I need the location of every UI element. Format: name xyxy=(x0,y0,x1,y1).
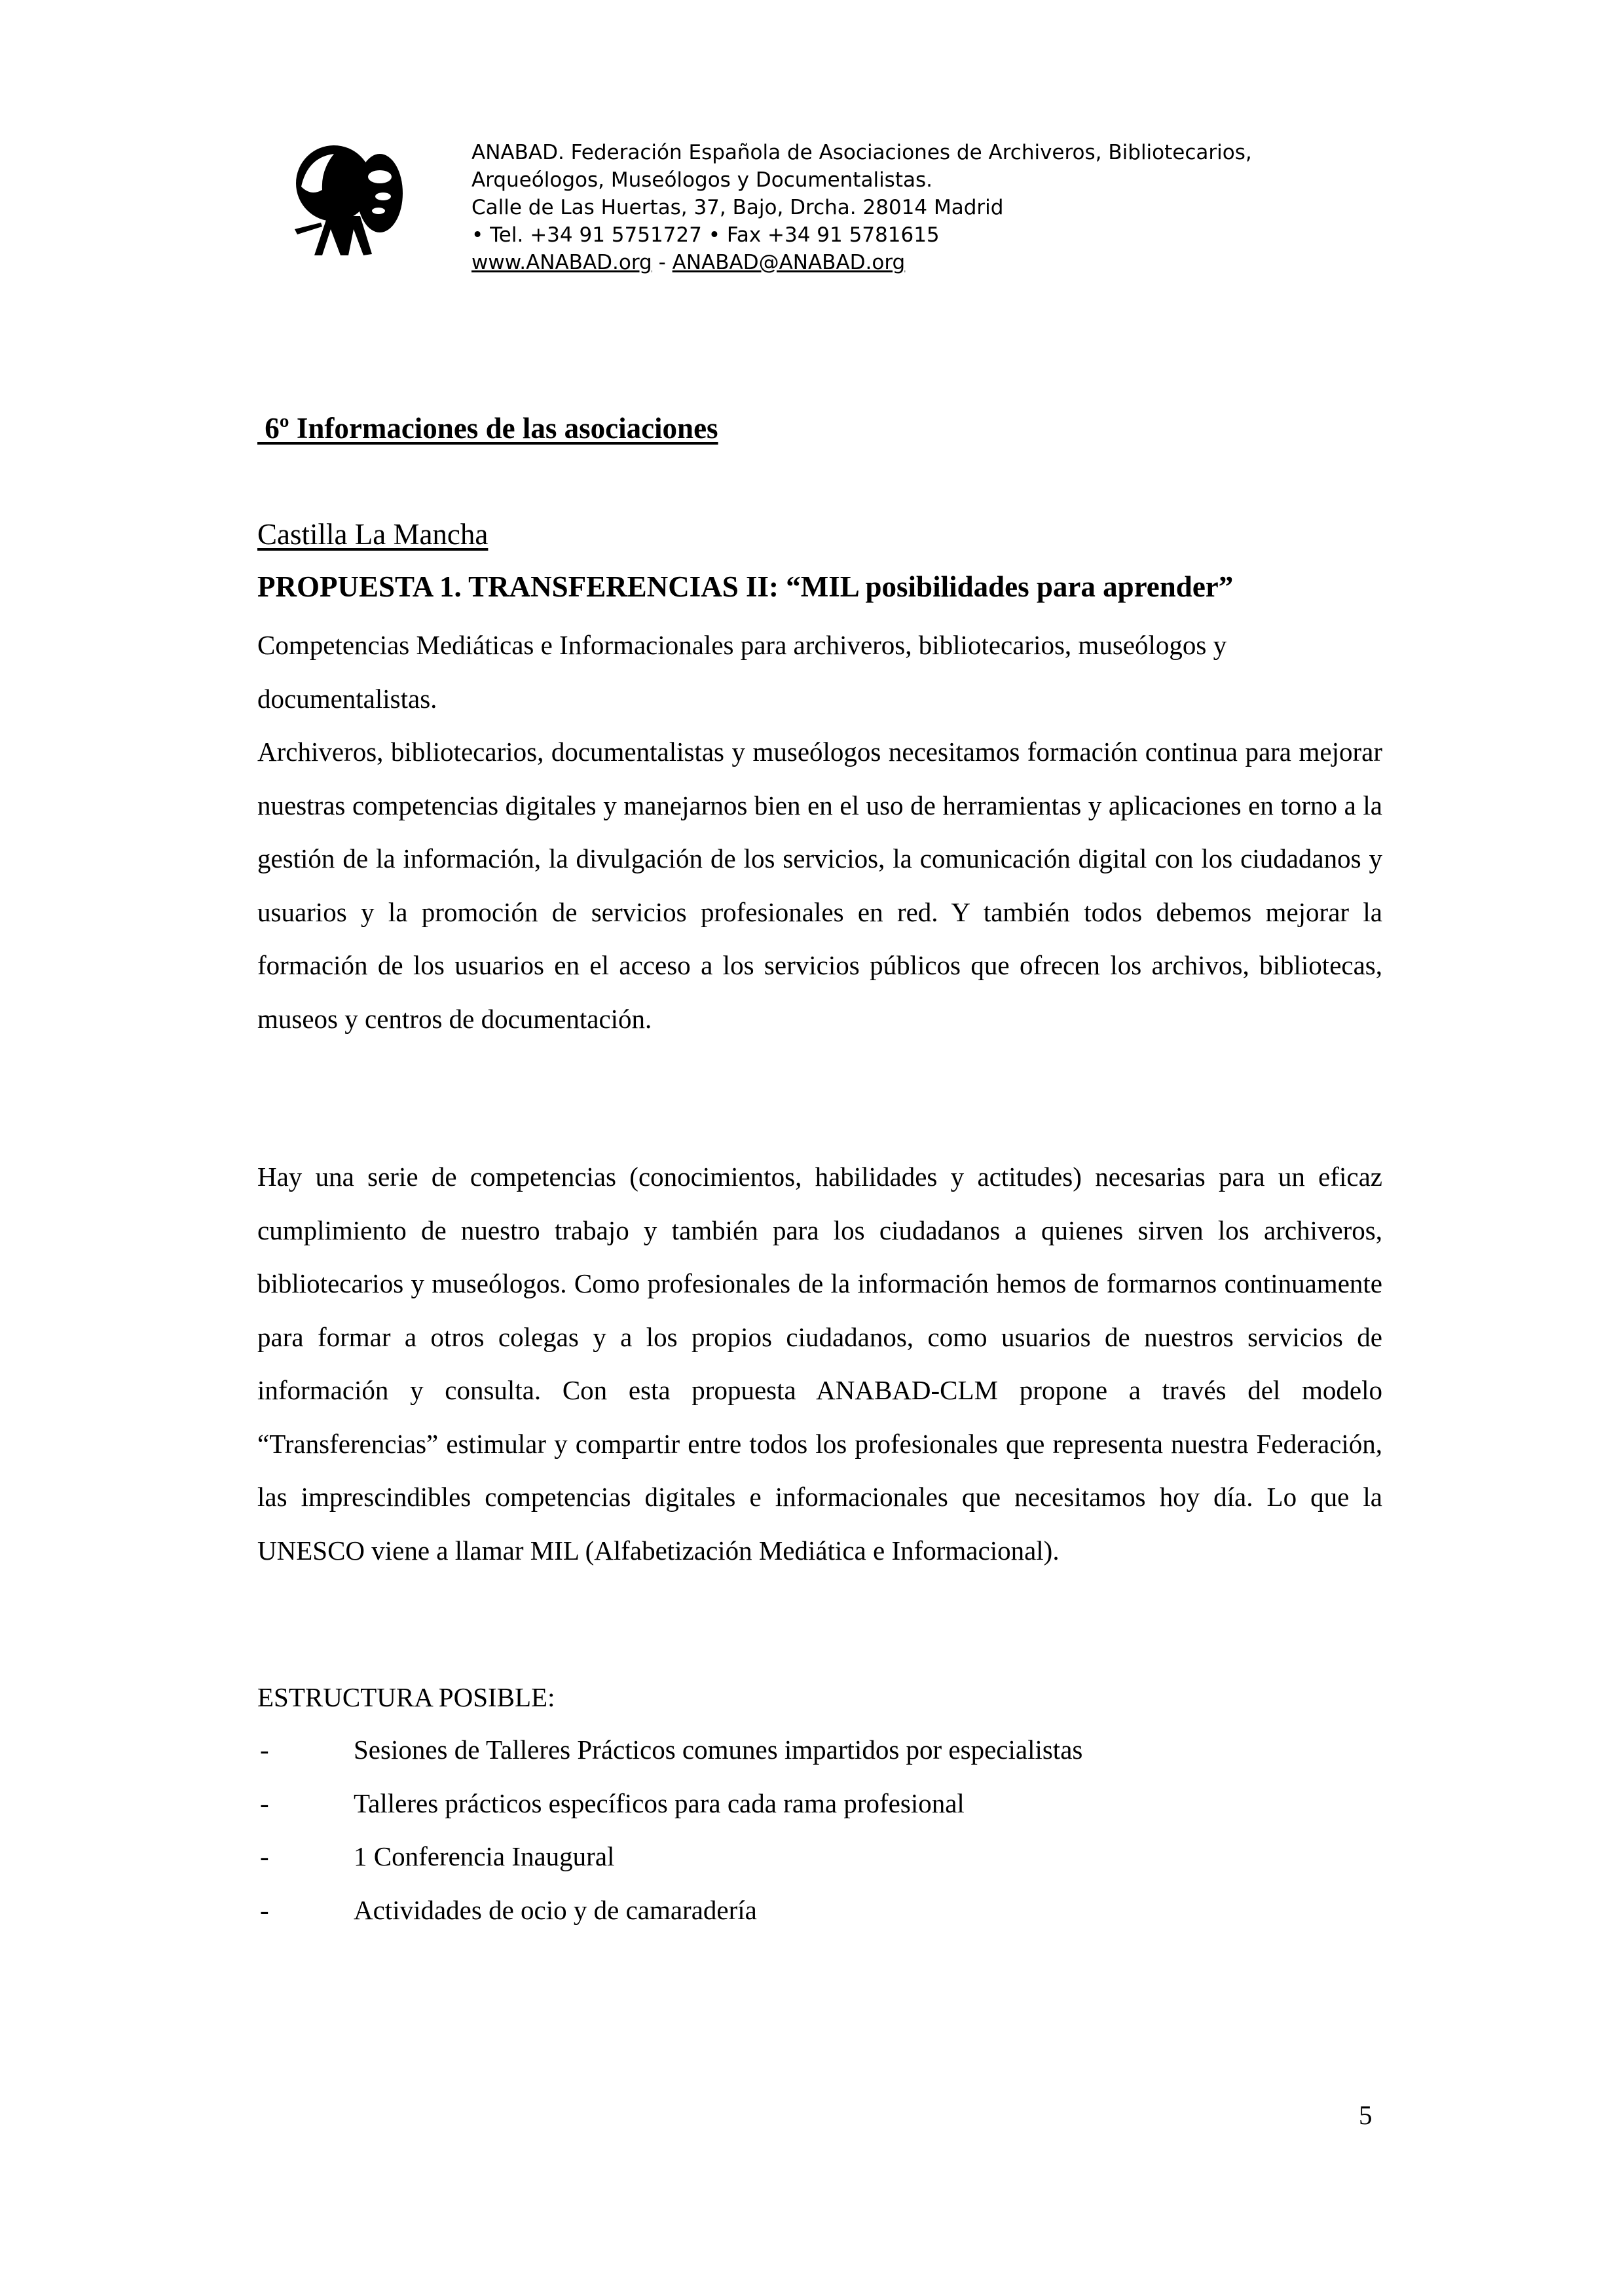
phone-fax-line: • Tel. +34 91 5751727 • Fax +34 91 5781615 xyxy=(471,223,940,247)
website-link[interactable]: www.ANABAD.org xyxy=(471,251,652,274)
proposal-title: PROPUESTA 1. TRANSFERENCIAS II: “MIL posibilidades para aprender” xyxy=(257,570,1234,603)
bullet-dash: - xyxy=(260,1894,269,1925)
structure-list xyxy=(257,1723,1082,1937)
structure-label: ESTRUCTURA POSIBLE: xyxy=(257,1682,555,1712)
paragraph: Hay una serie de competencias (conocimientos, habilidades y actitudes) necesarias para un eficaz cumplimiento de nuestro trabajo y también para los ciudadanos a quienes sirven los archiveros, bibliotecarios y museólogos. Como profesionales de la información hemos de formarnos continuamente para formar a otros colegas y a los propios ciudadanos, como usuarios de nuestros servicios de información y consulta. Con esta propuesta ANABAD-CLM propone a través del modelo “Transferencias” estimular y compartir entre todos los profesionales que representa nuestra Federación, las imprescindibles competencias digitales e informacionales que necesitamos hoy día. Lo que la UNESCO viene a llamar MIL (Alfabetización Mediática e Informacional). xyxy=(257,1162,1382,1566)
list-item xyxy=(257,1777,1082,1831)
list-item xyxy=(257,1830,1082,1884)
anabad-bird-logo-icon xyxy=(282,131,413,262)
region-title: Castilla La Mancha xyxy=(257,518,489,551)
link-separator: - xyxy=(652,251,673,274)
proposal-subtitle: Competencias Mediáticas e Informacionales para archiveros, bibliotecarios, museólogos y documentalistas. xyxy=(257,630,1227,714)
list-item-text: 1 Conferencia Inaugural xyxy=(354,1841,615,1871)
page-number: 5 xyxy=(1359,2100,1373,2130)
letterhead xyxy=(282,131,1395,275)
list-item-text: Talleres prácticos específicos para cada rama profesional xyxy=(354,1788,965,1818)
paragraph: Archiveros, bibliotecarios, documentalistas y museólogos necesitamos formación continua para mejorar nuestras competencias digitales y manejarnos bien en el uso de herramientas y aplicaciones en torno a la gestión de la información, la divulgación de los servicios, la comunicación digital con los ciudadanos y usuarios y la promoción de servicios profesionales en red. Y también todos debemos mejorar la formación de los usuarios en el acceso a los servicios públicos que ofrecen los archivos, bibliotecas, museos y centros de documentación. xyxy=(257,737,1382,1034)
contact-links-line xyxy=(471,249,1252,276)
section-title: 6º Informaciones de las asociaciones xyxy=(257,412,718,445)
list-item-text: Actividades de ocio y de camaradería xyxy=(354,1894,757,1925)
bullet-dash: - xyxy=(260,1735,269,1765)
email-link[interactable]: ANABAD@ANABAD.org xyxy=(672,251,906,274)
bullet-dash: - xyxy=(260,1788,269,1818)
org-name-line: ANABAD. Federación Española de Asociaciones de Archiveros, Bibliotecarios, xyxy=(471,141,1252,164)
list-item xyxy=(257,1884,1082,1937)
letterhead-text xyxy=(471,139,1252,276)
list-item-text: Sesiones de Talleres Prácticos comunes impartidos por especialistas xyxy=(354,1735,1083,1765)
address-line: Calle de Las Huertas, 37, Bajo, Drcha. 28014 Madrid xyxy=(471,196,1004,219)
org-name-line-2: Arqueólogos, Museólogos y Documentalistas. xyxy=(471,168,932,192)
bullet-dash: - xyxy=(260,1841,269,1871)
list-item xyxy=(257,1723,1082,1777)
